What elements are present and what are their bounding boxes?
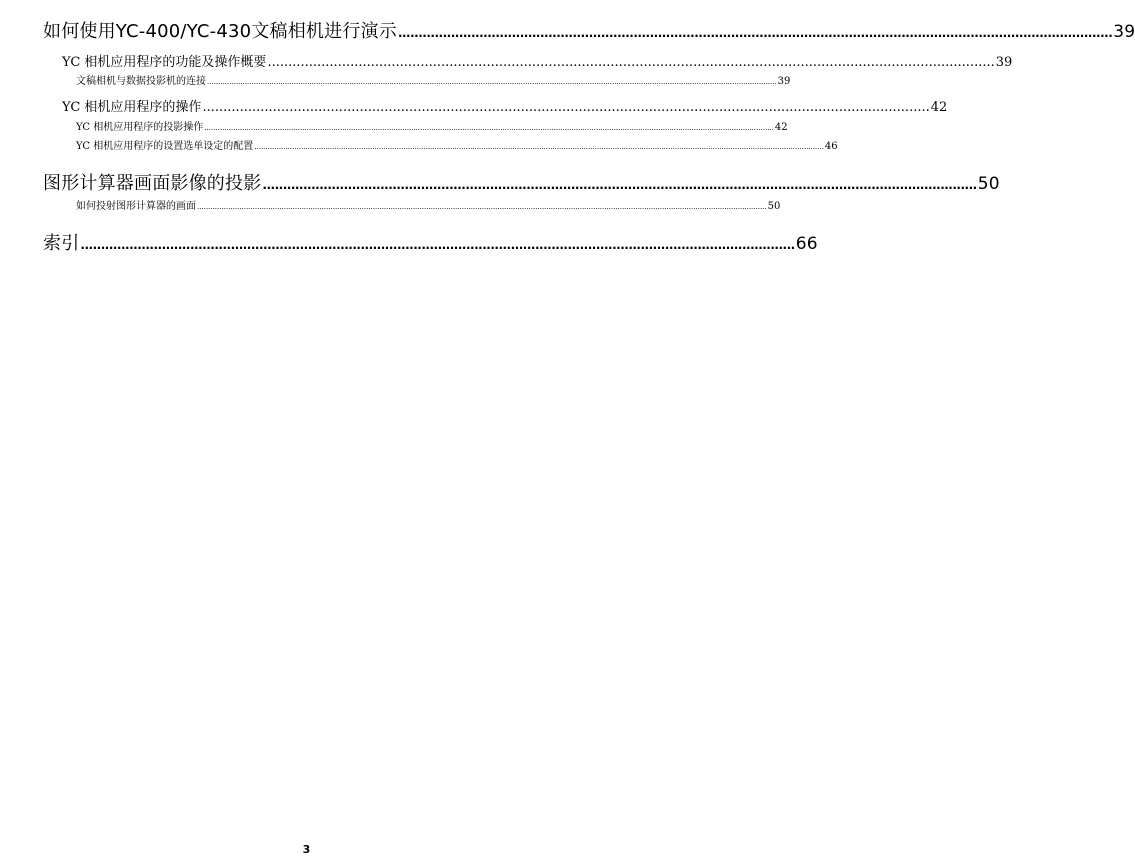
toc-entry-title: 索引 [43,233,80,254]
toc-entry-page: 46 [824,141,838,152]
toc-entry-page: 42 [930,100,948,115]
toc-leader-dots: ................................................................................................................................................................................................................................................................ [207,78,777,86]
toc-entry-projection-operation[interactable] [76,118,788,133]
toc-entry-page: 50 [977,174,1000,194]
toc-entry-graphing-calculator[interactable] [43,169,1000,195]
toc-entry-page: 39 [777,76,791,87]
toc-leader-dots: ................................................................................................................................................................................................................................................................ [254,143,824,151]
toc-entry-title: 文稿相机与数据投影机的连接 [76,76,206,87]
page-number: 3 [302,843,311,856]
toc-entry-title: YC 相机应用程序的操作 [62,100,202,115]
toc-entry-title: 如何投射图形计算器的画面 [76,201,196,212]
toc-entry-title: YC 相机应用程序的设置选单设定的配置 [76,141,254,152]
toc-leader-dots: ................................................................................................................................................................................ [202,100,930,115]
toc-leader-dots: ................................................................................................................................................................................................................................................................ [197,203,767,211]
toc-entry-project-calculator-screen[interactable] [76,197,781,212]
toc-entry-title: YC 相机应用程序的投影操作 [76,122,204,133]
toc-entry-page: 42 [774,122,788,133]
toc-entry-connection[interactable] [76,72,791,87]
toc-entry-settings-menu[interactable] [76,137,838,152]
toc-leader-dots: ................................................................................................................................................................................ [267,55,995,70]
toc-leader-dots: ................................................................................................................................................................................ [397,26,1113,40]
toc-entry-page: 39 [995,55,1013,70]
toc-leader-dots: ................................................................................................................................................................................................................................................................ [204,124,774,132]
toc-entry-presentation[interactable] [43,17,1135,43]
toc-entry-title: 如何使用YC-400/YC-430文稿相机进行演示 [43,21,397,42]
toc-entry-page: 39 [1113,22,1135,42]
toc-entry-yc-overview[interactable] [62,51,1013,70]
toc-entry-index[interactable] [43,229,818,255]
toc-entry-title: YC 相机应用程序的功能及操作概要 [62,55,267,70]
toc-entry-yc-operation[interactable] [62,96,948,115]
toc-entry-page: 66 [795,234,818,254]
toc-leader-dots: ................................................................................................................................................................................ [262,178,977,192]
toc-entry-title: 图形计算器画面影像的投影 [43,173,262,194]
toc-entry-page: 50 [767,201,781,212]
toc-leader-dots: ................................................................................................................................................................................ [80,238,795,252]
